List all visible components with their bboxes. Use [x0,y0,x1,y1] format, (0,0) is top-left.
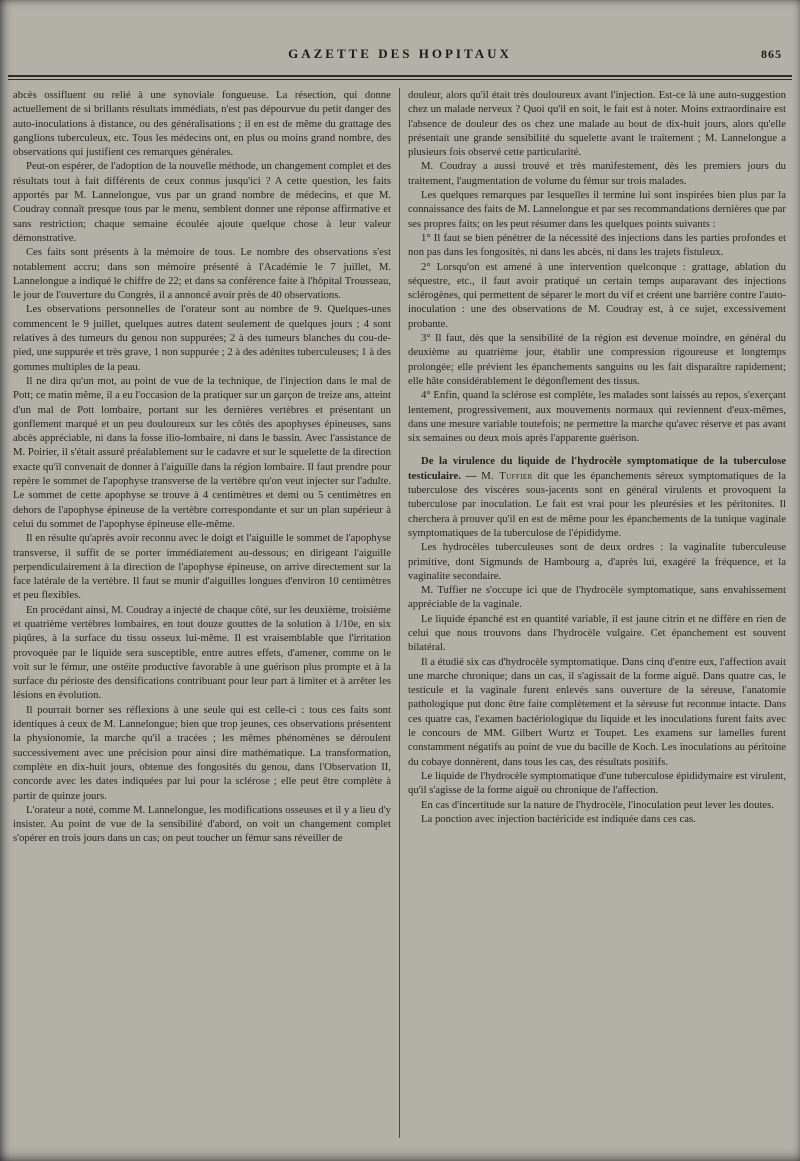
text-segment: Il a étudié six cas d'hydrocèle symptomatique. Dans cinq d'entre eux, l'affection avait une marche chronique; dans un cas, il s'agissait de la forme aiguë. Dans quatre cas, le testicule et la vaginale furent enlevés sans ouverture de la séreuse, l'anatomie pathologique put donc être faite complètement et la séreuse fut reconnue intacte. Dans ces quatre cas, l'examen bactériologique du liquide et les inoculations furent faits avec le concours de MM. Gilbert Wurtz et Toupet. Les examens sur lamelles furent constamment négatifs au point de vue du bacille de Koch. Les inoculations au péritoine du cobaye donnèrent, dans tous les cas, des résultats positifs. [408,655,786,768]
paragraph [13,531,391,602]
paragraph [13,159,391,245]
paragraph [408,769,786,798]
column-divider [399,88,400,1138]
paragraph [408,812,786,826]
paragraph [408,159,786,188]
text-segment: M. Tuffier [481,469,533,482]
text-segment: dit que les épanchements séreux symptomatiques de la tuberculose des viscères sous-jacents sont en général virulents et provoquent la tuberculose par inoculation. Le fait est vrai pour les pleurésies et les péritonites. Il cherchera à prouver qu'il en est de même pour les épanchements de la tunique vaginale symptomatiques de la tuberculose de l'épididyme. [408,469,786,539]
text-segment: En cas d'incertitude sur la nature de l'hydrocèle, l'inoculation peut lever les doutes. [421,798,775,811]
text-segment: 1° Il faut se bien pénétrer de la nécessité des injections dans les parties profondes et non pas dans les fongosités, ni dans les abcès, ni dans les trajets fistuleux. [408,231,786,259]
paragraph [13,374,391,531]
text-segment: douleur, alors qu'il était très douloureux avant l'injection. Est-ce là une auto-suggestion chez un malade nerveux ? Quoi qu'il en soit, le fait est à noter. Moins extraordinaire est l'absence de douleur des os chez une malade au bout de dix-huit jours, alors qu'elle présentait une grande sensibilité du squelette avant le traitement ; M. Lannelongue a plusieurs fois observé cette particularité. [408,89,786,159]
text-segment: Ces faits sont présents à la mémoire de tous. Le nombre des observations s'est notablement accru; dans son mémoire présenté à l'Académie le 7 juillet, M. Lannelongue a indiqué le chiffre de 22; et dans sa conférence faite à l'hôpital Trousseau, le jour de l'ouverture du Congrès, il a annoncé avoir près de 40 observations. [13,246,391,302]
paragraph [13,703,391,803]
text-segment: En procédant ainsi, M. Coudray a injecté de chaque côté, sur les deuxième, troisième et quatrième vertèbres lombaires, en tout douze gouttes de la solution à 1/10e, en six piqûres, à la surface du tissu osseux lui-même. Il est vraisemblable que l'irritation provoquée par le liquide sera susceptible, entre autres effets, d'amener, comme on le voit sur le fémur, une ostéite productive favorable à une guérison plus prompte et à la surface du périoste des densifications contribuant pour leur part à limiter et à arrêter les lésions en évolution. [13,603,391,702]
text-segment: 4° Enfin, quand la sclérose est complète, les malades sont laissés au repos, s'exerçant lentement, progressivement, aux mouvements normaux qui reviennent d'eux-mêmes, dans une mesure variable toutefois; ne permettre la marche qu'avec réserve et pas avant six semaines ou deux mois après l'apparente guérison. [408,389,786,445]
page-number: 865 [761,47,782,61]
paragraph [13,302,391,373]
journal-title: GAZETTE DES HOPITAUX [288,46,512,61]
left-column [13,88,391,1138]
paragraph [13,88,391,159]
paragraph [408,188,786,231]
text-segment: M. Tuffier ne s'occupe ici que de l'hydrocèle symptomatique, sans envahissement appréciable de la vaginale. [408,584,786,611]
paragraph [408,88,786,159]
text-segment: Il pourrait borner ses réflexions à une seule qui est celle-ci : tous ces faits sont identiques à ceux de M. Lannelongue; bien que trop jeunes, ces observations présentent la physionomie, la marche qu'il a tracées ; les mêmes phénomènes se déroulent successivement avec une précision pour ainsi dire mathématique. La transformation, complète en dix-huit jours, obtenue des fongosités du genou, dans l'Observation II, concorde avec les dates indiquées par lui pour la sclérose ; elle peut être complète à partir de quinze jours. [13,703,391,802]
page-header [0,46,800,64]
paragraph [408,583,786,612]
text-segment: 2° Lorsqu'on est amené à une intervention quelconque : grattage, ablation du séquestre, etc., il faut avoir pratiqué un certain temps auparavant des injections sclérogènes, qui permettent de séparer le mort du vif et créent une barrière contre l'auto-inoculation : une des observations de M. Coudray est, à ce sujet, excessivement probante. [408,260,786,330]
paragraph [408,231,786,260]
text-segment: M. Coudray a aussi trouvé et très manifestement, dès les premiers jours du traitement, l'augmentation de volume du fémur sur trois malades. [408,160,786,187]
text-segment: Le liquide de l'hydrocèle symptomatique d'une tuberculose épididymaire est virulent, qu'il s'agisse de la forme aiguë ou chronique de l'affection. [408,769,786,797]
paragraph [408,388,786,445]
paragraph [13,603,391,703]
paragraph [408,540,786,583]
text-segment: L'orateur a noté, comme M. Lannelongue, les modifications osseuses et il y a lieu d'y insister. Au point de vue de la sensibilité d'abord, on voit un changement complet s'opérer en trois jours dans un cas; on peut toucher un fémur sans réveiller de [13,803,391,845]
paragraph [408,612,786,655]
right-column [408,88,786,1138]
paragraph [408,798,786,812]
paragraph [13,245,391,302]
paragraph [408,260,786,331]
paragraph [408,655,786,769]
text-segment: Les quelques remarques par lesquelles il termine lui sont inspirées bien plus par la connaissance des faits de M. Lannelongue et par ses recommandations dernières que par ses propres faits; on les peut résumer dans les quelques points suivants : [408,189,786,230]
text-segment: Les observations personnelles de l'orateur sont au nombre de 9. Quelques-unes commencent le 9 juillet, quelques autres datent seulement de quelques jours ; 4 sont relatives à des tumeurs du genou non suppurées; 2 à des tumeurs blanches du cou-de-pied, une suppurée et très grave, 1 non suppurée ; 2 à des adénites tuberculeuses; 1 à des gommes multiples de la peau. [13,303,391,373]
paragraph [408,454,786,540]
paragraph [408,331,786,388]
text-segment: abcès ossifluent ou relié à une synoviale fongueuse. La résection, qui donne actuellement de si brillants résultats immédiats, n'est pas dépourvue du petit danger des auto-inoculations à distance, ou des généralisations ; il en est de même du grattage des ganglions tuberculeux, etc. Tous les médecins ont, en plus ou moins grand nombre, des observations qui justifient ces remarques générales. [13,89,391,159]
text-segment: Peut-on espérer, de l'adoption de la nouvelle méthode, un changement complet et des résultats tout à fait différents de ceux connus jusqu'ici ? A cette question, les faits apportés par M. Lannelongue, vus par un grand nombre de médecins, et que M. Coudray connaît presque tous par le menu, semblent donner une réponse affirmative et sans restriction; chaque semaine écoulée ajoute quelque chose à leur valeur démonstrative. [13,160,391,244]
text-segment: Les hydrocèles tuberculeuses sont de deux ordres : la vaginalite tuberculeuse primitive, dont Sigmunds de Hambourg a, d'après lui, exagéré la fréquence, et la vaginalite secondaire. [408,541,786,582]
text-segment: Il en résulte qu'après avoir reconnu avec le doigt et l'aiguille le sommet de l'apophyse transverse, il suffit de se porter immédiatement au-dessous; en dirigeant l'aiguille perpendiculairement à la direction de l'apophyse épineuse, on arrive directement sur la face latérale de la vertèbre. Il faut se munir d'aiguilles longues d'environ 10 centimètres et peu flexibles. [13,532,391,602]
text-segment: La ponction avec injection bactéricide est indiquée dans ces cas. [421,812,696,825]
text-segment: 3° Il faut, dès que la sensibilité de la région est devenue moindre, en général du deuxième au quatrième jour, établir une compression rigoureuse et longtemps prolongée; elle prévient les épanchements sanguins ou les fait disparaître rapidement; elle hâte considérablement le dégonflement des tissus. [408,332,786,387]
text-segment: Il ne dira qu'un mot, au point de vue de la technique, de l'injection dans le mal de Pott; ce matin même, il a eu l'occasion de la pratiquer sur un garçon de treize ans, atteint d'un mal de Pott lombaire, portant sur les dernières vertèbres et présentant un gonflement marqué et un peu douloureux sur les côtés des apophyses épineuses, sans abcès appréciable, ni dans la fosse ilio-lombaire, ni dans le bassin. Avec l'assistance de M. Poirier, il s'était assuré préalablement sur le cadavre et sur le squelette de la direction exacte qu'il convenait de donner à l'aiguille dans la région lombaire. Il faut prendre pour repère le sommet de l'apophyse transverse de la vertèbre qu'on veut injecter sur l'adulte. Le sommet de cette apophyse se trouve à 4 centimètres et demi ou 5 centimètres en dehors de l'apophyse épineuse de la vertèbre correspondante et sur un plan supérieur à celui du sommet de l'apophyse épineuse elle-même. [13,374,391,530]
text-segment: Le liquide épanché est en quantité variable, il est jaune citrin et ne diffère en rien de celui que nous trouvons dans l'hydrocèle vulgaire. Cet épanchement est souvent bilatéral. [408,612,786,654]
paragraph [13,803,391,846]
section-heading-text: De la virulence du liquide de l'hydrocèle symptomatique de la tuberculose testiculaire. — [408,455,786,482]
text-columns [0,80,800,1138]
